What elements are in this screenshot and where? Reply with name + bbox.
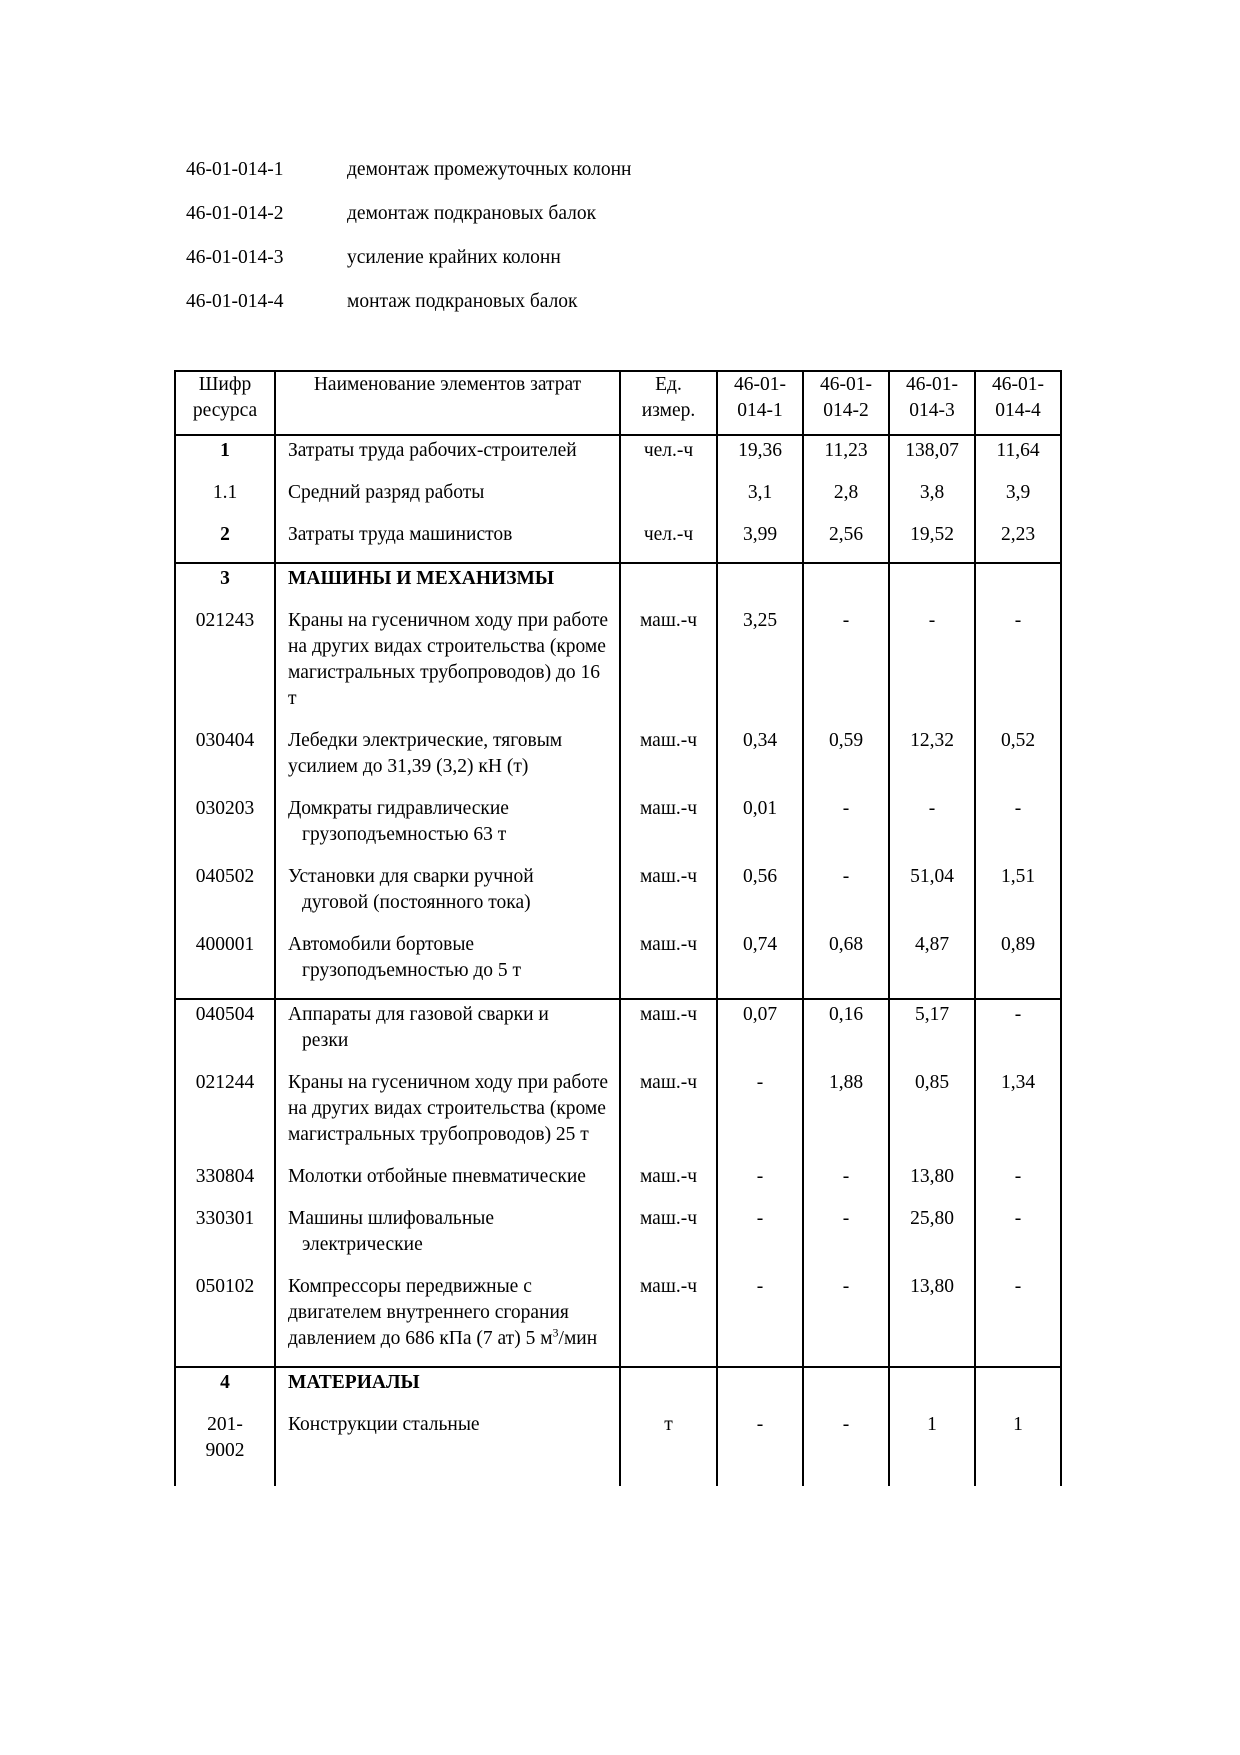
intro-code: 46-01-014-2 [186, 203, 284, 224]
table-row [175, 862, 1061, 930]
cell-value: 0,59 [803, 726, 889, 794]
cell-code: 040502 [175, 862, 275, 930]
cell-value: 51,04 [889, 862, 975, 930]
cell-code: 021243 [175, 606, 275, 726]
table-row [175, 1410, 1061, 1486]
cell-value [975, 1367, 1061, 1410]
cell-unit: т [620, 1410, 717, 1486]
cell-name-line: грузоподъемностью до 5 т [302, 960, 522, 981]
header-col-4: 46-01-014-4 [975, 371, 1061, 435]
cell-unit: маш.-ч [620, 1068, 717, 1162]
cell-name-line: электрические [302, 1234, 423, 1255]
cell-name: Краны на гусеничном ходу при работе на других видах строительства (кроме магистральных трубопроводов) 25 т [275, 1068, 620, 1162]
cell-name [275, 1204, 620, 1272]
cell-value: 4,87 [889, 930, 975, 999]
table-row [175, 930, 1061, 999]
cell-value: 11,23 [803, 435, 889, 478]
cell-value: 0,89 [975, 930, 1061, 999]
cell-value: 13,80 [889, 1272, 975, 1367]
resource-table [174, 370, 1062, 1486]
header-unit: Ед. измер. [620, 371, 717, 435]
cell-value: 3,25 [717, 606, 803, 726]
table-section-row [175, 1367, 1061, 1410]
cell-code: 1 [175, 435, 275, 478]
cell-value: 0,16 [803, 999, 889, 1068]
table-row [175, 435, 1061, 478]
table-row [175, 1204, 1061, 1272]
cell-name-line: Автомобили бортовые [288, 934, 475, 955]
cell-name-text: Компрессоры передвижные с двигателем внутреннего сгорания давлением до 686 кПа (7 ат) 5 м [288, 1276, 569, 1349]
cell-value: 25,80 [889, 1204, 975, 1272]
intro-code: 46-01-014-3 [186, 247, 284, 268]
table-row [175, 1162, 1061, 1204]
cell-code: 4 [175, 1367, 275, 1410]
cell-value: - [717, 1204, 803, 1272]
cell-value: - [975, 1272, 1061, 1367]
cell-value: 1,34 [975, 1068, 1061, 1162]
cell-name [275, 999, 620, 1068]
cell-code: 3 [175, 563, 275, 606]
intro-list [186, 148, 631, 324]
cell-code: 050102 [175, 1272, 275, 1367]
cell-name: Молотки отбойные пневматические [275, 1162, 620, 1204]
cell-name-line: дуговой (постоянного тока) [302, 892, 531, 913]
cell-value: 0,68 [803, 930, 889, 999]
cell-value: 1,51 [975, 862, 1061, 930]
cell-value: 2,8 [803, 478, 889, 520]
cell-value [717, 1367, 803, 1410]
cell-code: 030203 [175, 794, 275, 862]
cell-value [889, 1367, 975, 1410]
cell-unit: маш.-ч [620, 606, 717, 726]
table-header-row [175, 371, 1061, 435]
cell-unit [620, 478, 717, 520]
cell-value: 0,52 [975, 726, 1061, 794]
cell-value [717, 563, 803, 606]
cell-name-line: Машины шлифовальные [288, 1208, 495, 1229]
cell-name-tail: /мин [558, 1328, 598, 1349]
cell-value: 19,36 [717, 435, 803, 478]
cell-value: 0,34 [717, 726, 803, 794]
table-row [175, 999, 1061, 1068]
cell-code: 201-9002 [175, 1410, 275, 1486]
table-row [175, 726, 1061, 794]
cell-name-line: грузоподъемностью 63 т [302, 824, 507, 845]
cell-value: 12,32 [889, 726, 975, 794]
cell-code: 040504 [175, 999, 275, 1068]
cell-value [803, 563, 889, 606]
intro-item [186, 148, 631, 192]
cell-name [275, 794, 620, 862]
cell-value: - [717, 1272, 803, 1367]
cell-value: 3,9 [975, 478, 1061, 520]
cell-name-line: резки [302, 1030, 349, 1051]
cell-value: 0,07 [717, 999, 803, 1068]
intro-item [186, 236, 631, 280]
table-row [175, 794, 1061, 862]
cell-unit: чел.-ч [620, 520, 717, 563]
cell-name: Краны на гусеничном ходу при работе на других видах строительства (кроме магистральных трубопроводов) до 16 т [275, 606, 620, 726]
cell-name-line: Аппараты для газовой сварки и [288, 1004, 549, 1025]
cell-value: - [803, 1204, 889, 1272]
cell-value: - [717, 1162, 803, 1204]
cell-unit: чел.-ч [620, 435, 717, 478]
table-row [175, 478, 1061, 520]
table-row [175, 1068, 1061, 1162]
cell-value: 0,56 [717, 862, 803, 930]
cell-unit [620, 1367, 717, 1410]
cell-name [275, 930, 620, 999]
cell-name [275, 1272, 620, 1367]
cell-name-line: Установки для сварки ручной [288, 866, 534, 887]
cell-value: - [889, 606, 975, 726]
cell-value: - [803, 862, 889, 930]
intro-text: демонтаж промежуточных колонн [347, 159, 632, 180]
cell-unit: маш.-ч [620, 1162, 717, 1204]
cell-name: МАТЕРИАЛЫ [275, 1367, 620, 1410]
cell-code: 400001 [175, 930, 275, 999]
cell-value: 0,85 [889, 1068, 975, 1162]
cell-value: - [803, 1272, 889, 1367]
cell-name: Затраты труда машинистов [275, 520, 620, 563]
intro-text: демонтаж подкрановых балок [347, 203, 597, 224]
cell-unit: маш.-ч [620, 1204, 717, 1272]
cell-unit: маш.-ч [620, 794, 717, 862]
cell-value: 11,64 [975, 435, 1061, 478]
table-row [175, 606, 1061, 726]
cell-name [275, 862, 620, 930]
header-col-2: 46-01-014-2 [803, 371, 889, 435]
cell-value: 0,01 [717, 794, 803, 862]
cell-value: 3,99 [717, 520, 803, 563]
header-code: Шифр ресурса [175, 371, 275, 435]
cell-unit [620, 563, 717, 606]
cell-name: МАШИНЫ И МЕХАНИЗМЫ [275, 563, 620, 606]
header-col-1: 46-01-014-1 [717, 371, 803, 435]
cell-value: - [975, 606, 1061, 726]
cell-value: - [717, 1410, 803, 1486]
cell-value: 2,56 [803, 520, 889, 563]
cell-name: Средний разряд работы [275, 478, 620, 520]
cell-value [889, 563, 975, 606]
cell-unit: маш.-ч [620, 930, 717, 999]
cell-value [803, 1367, 889, 1410]
cell-value: 19,52 [889, 520, 975, 563]
cell-name: Затраты труда рабочих-строителей [275, 435, 620, 478]
table-row [175, 1272, 1061, 1367]
intro-text: монтаж подкрановых балок [347, 291, 578, 312]
cell-value: 3,8 [889, 478, 975, 520]
intro-item [186, 280, 631, 324]
cell-value: - [975, 794, 1061, 862]
cell-unit: маш.-ч [620, 999, 717, 1068]
table-row [175, 520, 1061, 563]
cell-name-line: Домкраты гидравлические [288, 798, 509, 819]
cell-unit: маш.-ч [620, 726, 717, 794]
cell-code: 1.1 [175, 478, 275, 520]
resource-table-wrapper [174, 370, 1057, 1486]
cell-value: 2,23 [975, 520, 1061, 563]
intro-text: усиление крайних колонн [347, 247, 561, 268]
intro-item [186, 192, 631, 236]
cell-value: - [975, 1204, 1061, 1272]
cell-value: - [889, 794, 975, 862]
intro-code: 46-01-014-4 [186, 291, 284, 312]
cell-value: 3,1 [717, 478, 803, 520]
cell-code: 330301 [175, 1204, 275, 1272]
cell-value: 1 [889, 1410, 975, 1486]
cell-value: - [975, 1162, 1061, 1204]
header-name: Наименование элементов затрат [275, 371, 620, 435]
cell-value: 1,88 [803, 1068, 889, 1162]
cell-value: - [803, 794, 889, 862]
cell-value: 13,80 [889, 1162, 975, 1204]
cell-unit: маш.-ч [620, 862, 717, 930]
cell-value: 138,07 [889, 435, 975, 478]
table-section-row [175, 563, 1061, 606]
cell-value: - [803, 606, 889, 726]
cell-value: - [803, 1410, 889, 1486]
cell-name: Лебедки электрические, тяговым усилием до 31,39 (3,2) кН (т) [275, 726, 620, 794]
cell-value: - [803, 1162, 889, 1204]
cell-value: 5,17 [889, 999, 975, 1068]
cell-value: - [975, 999, 1061, 1068]
cell-unit: маш.-ч [620, 1272, 717, 1367]
intro-code: 46-01-014-1 [186, 159, 284, 180]
cell-value: 1 [975, 1410, 1061, 1486]
cell-code: 330804 [175, 1162, 275, 1204]
header-col-3: 46-01-014-3 [889, 371, 975, 435]
cell-code: 030404 [175, 726, 275, 794]
cell-code: 021244 [175, 1068, 275, 1162]
cell-value: 0,74 [717, 930, 803, 999]
cell-name: Конструкции стальные [275, 1410, 620, 1486]
superscript: 3 [552, 1325, 559, 1340]
cell-code: 2 [175, 520, 275, 563]
cell-value: - [717, 1068, 803, 1162]
cell-value [975, 563, 1061, 606]
